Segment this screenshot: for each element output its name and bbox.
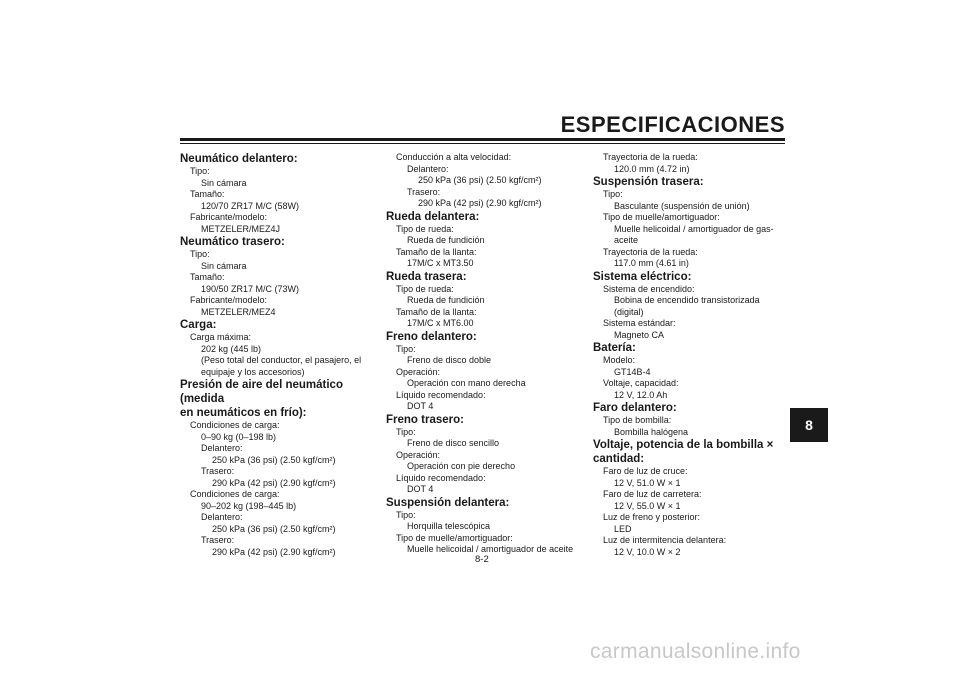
spec-line: Operación con mano derecha — [407, 378, 526, 388]
spec-heading: Neumático delantero: — [180, 153, 298, 165]
spec-line: Sistema estándar: — [603, 318, 676, 328]
spec-line: Luz de freno y posterior: — [603, 512, 701, 522]
spec-line: equipaje y los accesorios) — [201, 366, 305, 377]
spec-line: 290 kPa (42 psi) (2.90 kgf/cm²) — [212, 546, 336, 557]
spec-line: Trayectoria de la rueda: — [603, 152, 698, 162]
spec-line: Trasero: — [201, 466, 235, 476]
spec-line: Tipo: — [396, 509, 416, 520]
spec-heading: Rueda delantera: — [386, 210, 480, 223]
spec-heading: Carga: — [180, 319, 217, 331]
spec-line: Líquido recomendado: — [396, 472, 486, 483]
header-rule-thin — [180, 143, 785, 144]
spec-line: 117.0 mm (4.61 in) — [614, 258, 689, 268]
spec-line: Tamaño: — [190, 272, 225, 282]
spec-line: 250 kPa (36 psi) (2.50 kgf/cm²) — [418, 175, 542, 185]
spec-line: Bombilla halógena — [614, 426, 689, 437]
spec-line: GT14B-4 — [614, 366, 651, 377]
spec-line: Freno de disco doble — [407, 355, 492, 365]
spec-line: Conducción a alta velocidad: — [396, 152, 512, 162]
spec-line: Trasero: — [407, 186, 441, 197]
spec-line: 90–202 kg (198–445 lb) — [201, 500, 297, 511]
spec-line: Delantero: — [201, 443, 243, 453]
spec-line: Tipo de rueda: — [396, 223, 454, 234]
spec-column-3 — [593, 152, 788, 558]
spec-heading: Suspensión trasera: — [593, 176, 704, 188]
spec-line: Faro de luz de cruce: — [603, 466, 688, 476]
spec-line: Condiciones de carga: — [190, 420, 280, 430]
page-number: 8-2 — [475, 554, 489, 565]
spec-line: Basculante (suspensión de unión) — [614, 200, 750, 211]
spec-line: 250 kPa (36 psi) (2.50 kgf/cm²) — [212, 454, 336, 465]
spec-line: Modelo: — [603, 355, 636, 365]
spec-line: Fabricante/modelo: — [190, 295, 268, 305]
spec-line: Freno de disco sencillo — [407, 438, 500, 448]
spec-line: DOT 4 — [407, 401, 434, 411]
spec-column-1 — [180, 152, 380, 558]
spec-line: 290 kPa (42 psi) (2.90 kgf/cm²) — [418, 198, 542, 208]
spec-line: Tipo de rueda: — [396, 283, 454, 294]
spec-line: (Peso total del conductor, el pasajero, el — [201, 355, 362, 365]
spec-line: Tipo: — [603, 189, 623, 199]
spec-line: 250 kPa (36 psi) (2.50 kgf/cm²) — [212, 523, 336, 534]
spec-line: Sin cámara — [201, 177, 247, 188]
spec-line: Muelle helicoidal / amortiguador de aceite — [407, 544, 574, 554]
spec-heading: Freno delantero: — [386, 330, 477, 343]
spec-line: Horquilla telescópica — [407, 521, 491, 531]
spec-heading: Voltaje, potencia de la bombilla × — [593, 439, 774, 451]
spec-line: aceite — [614, 235, 639, 245]
spec-line: 190/50 ZR17 M/C (73W) — [201, 283, 300, 294]
spec-line: Luz de intermitencia delantera: — [603, 535, 727, 545]
spec-heading: Suspensión delantera: — [386, 496, 510, 509]
spec-line: 12 V, 12.0 Ah — [614, 389, 668, 400]
spec-line: Tamaño de la llanta: — [396, 306, 477, 317]
spec-line: Faro de luz de carretera: — [603, 489, 702, 499]
spec-line: Tipo: — [396, 343, 416, 354]
spec-heading: Freno trasero: — [386, 413, 464, 426]
spec-line: 290 kPa (42 psi) (2.90 kgf/cm²) — [212, 477, 336, 488]
spec-line: Operación: — [396, 449, 441, 460]
chapter-tab-label: 8 — [805, 417, 813, 433]
spec-heading: Faro delantero: — [593, 402, 677, 414]
spec-heading: Presión de aire del neumático (medida — [180, 379, 343, 405]
spec-line: Fabricante/modelo: — [190, 212, 268, 222]
spec-line: Rueda de fundición — [407, 295, 485, 305]
spec-line: Carga máxima: — [190, 332, 252, 342]
spec-line: Trayectoria de la rueda: — [603, 246, 698, 257]
spec-line: 12 V, 55.0 W × 1 — [614, 500, 681, 511]
spec-line: 202 kg (445 lb) — [201, 343, 262, 354]
spec-heading: Neumático trasero: — [180, 236, 285, 248]
spec-line: 0–90 kg (0–198 lb) — [201, 431, 277, 442]
spec-line: 12 V, 10.0 W × 2 — [614, 546, 681, 557]
spec-line: Muelle helicoidal / amortiguador de gas- — [614, 223, 774, 234]
spec-line: 120.0 mm (4.72 in) — [614, 163, 690, 174]
header-rule-thick — [180, 138, 785, 141]
spec-line: Tamaño de la llanta: — [396, 246, 477, 257]
spec-line: Trasero: — [201, 535, 235, 545]
spec-line: Delantero: — [407, 163, 449, 174]
spec-heading: Rueda trasera: — [386, 270, 467, 283]
spec-line: LED — [614, 523, 632, 534]
spec-heading: Sistema eléctrico: — [593, 270, 692, 283]
spec-line: Rueda de fundición — [407, 235, 485, 245]
spec-line: Delantero: — [201, 512, 243, 522]
spec-line: Tipo de muelle/amortiguador: — [603, 212, 720, 222]
spec-line: Voltaje, capacidad: — [603, 378, 679, 388]
spec-line: METZELER/MEZ4 — [201, 306, 276, 317]
page-title: ESPECIFICACIONES — [560, 112, 785, 137]
spec-line: Operación: — [396, 366, 441, 377]
spec-line: Condiciones de carga: — [190, 489, 280, 499]
spec-line: Sin cámara — [201, 260, 247, 271]
spec-line: Tipo: — [190, 249, 210, 259]
spec-line: Magneto CA — [614, 329, 665, 340]
spec-line: Tipo: — [190, 166, 210, 176]
spec-line: Tipo de muelle/amortiguador: — [396, 532, 513, 543]
spec-line: 17M/C x MT3.50 — [407, 258, 474, 268]
spec-heading: en neumáticos en frío): — [180, 407, 307, 419]
spec-line: METZELER/MEZ4J — [201, 223, 281, 234]
spec-line: Bobina de encendido transistorizada — [614, 295, 760, 305]
chapter-tab — [790, 408, 828, 442]
spec-line: Tipo de bombilla: — [603, 415, 672, 425]
spec-heading: cantidad: — [593, 453, 645, 465]
spec-line: Operación con pie derecho — [407, 461, 516, 471]
spec-column-2 — [386, 152, 586, 556]
spec-line: Líquido recomendado: — [396, 389, 486, 400]
watermark: carmanualsonline.info — [590, 640, 801, 663]
spec-heading: Batería: — [593, 342, 636, 354]
spec-line: Tipo: — [396, 426, 416, 437]
spec-line: DOT 4 — [407, 484, 434, 494]
spec-line: (digital) — [614, 306, 644, 317]
spec-line: Tamaño: — [190, 189, 225, 199]
spec-line: 120/70 ZR17 M/C (58W) — [201, 200, 300, 211]
spec-line: 12 V, 51.0 W × 1 — [614, 477, 681, 488]
spec-line: Sistema de encendido: — [603, 283, 695, 294]
spec-line: 17M/C x MT6.00 — [407, 318, 474, 328]
